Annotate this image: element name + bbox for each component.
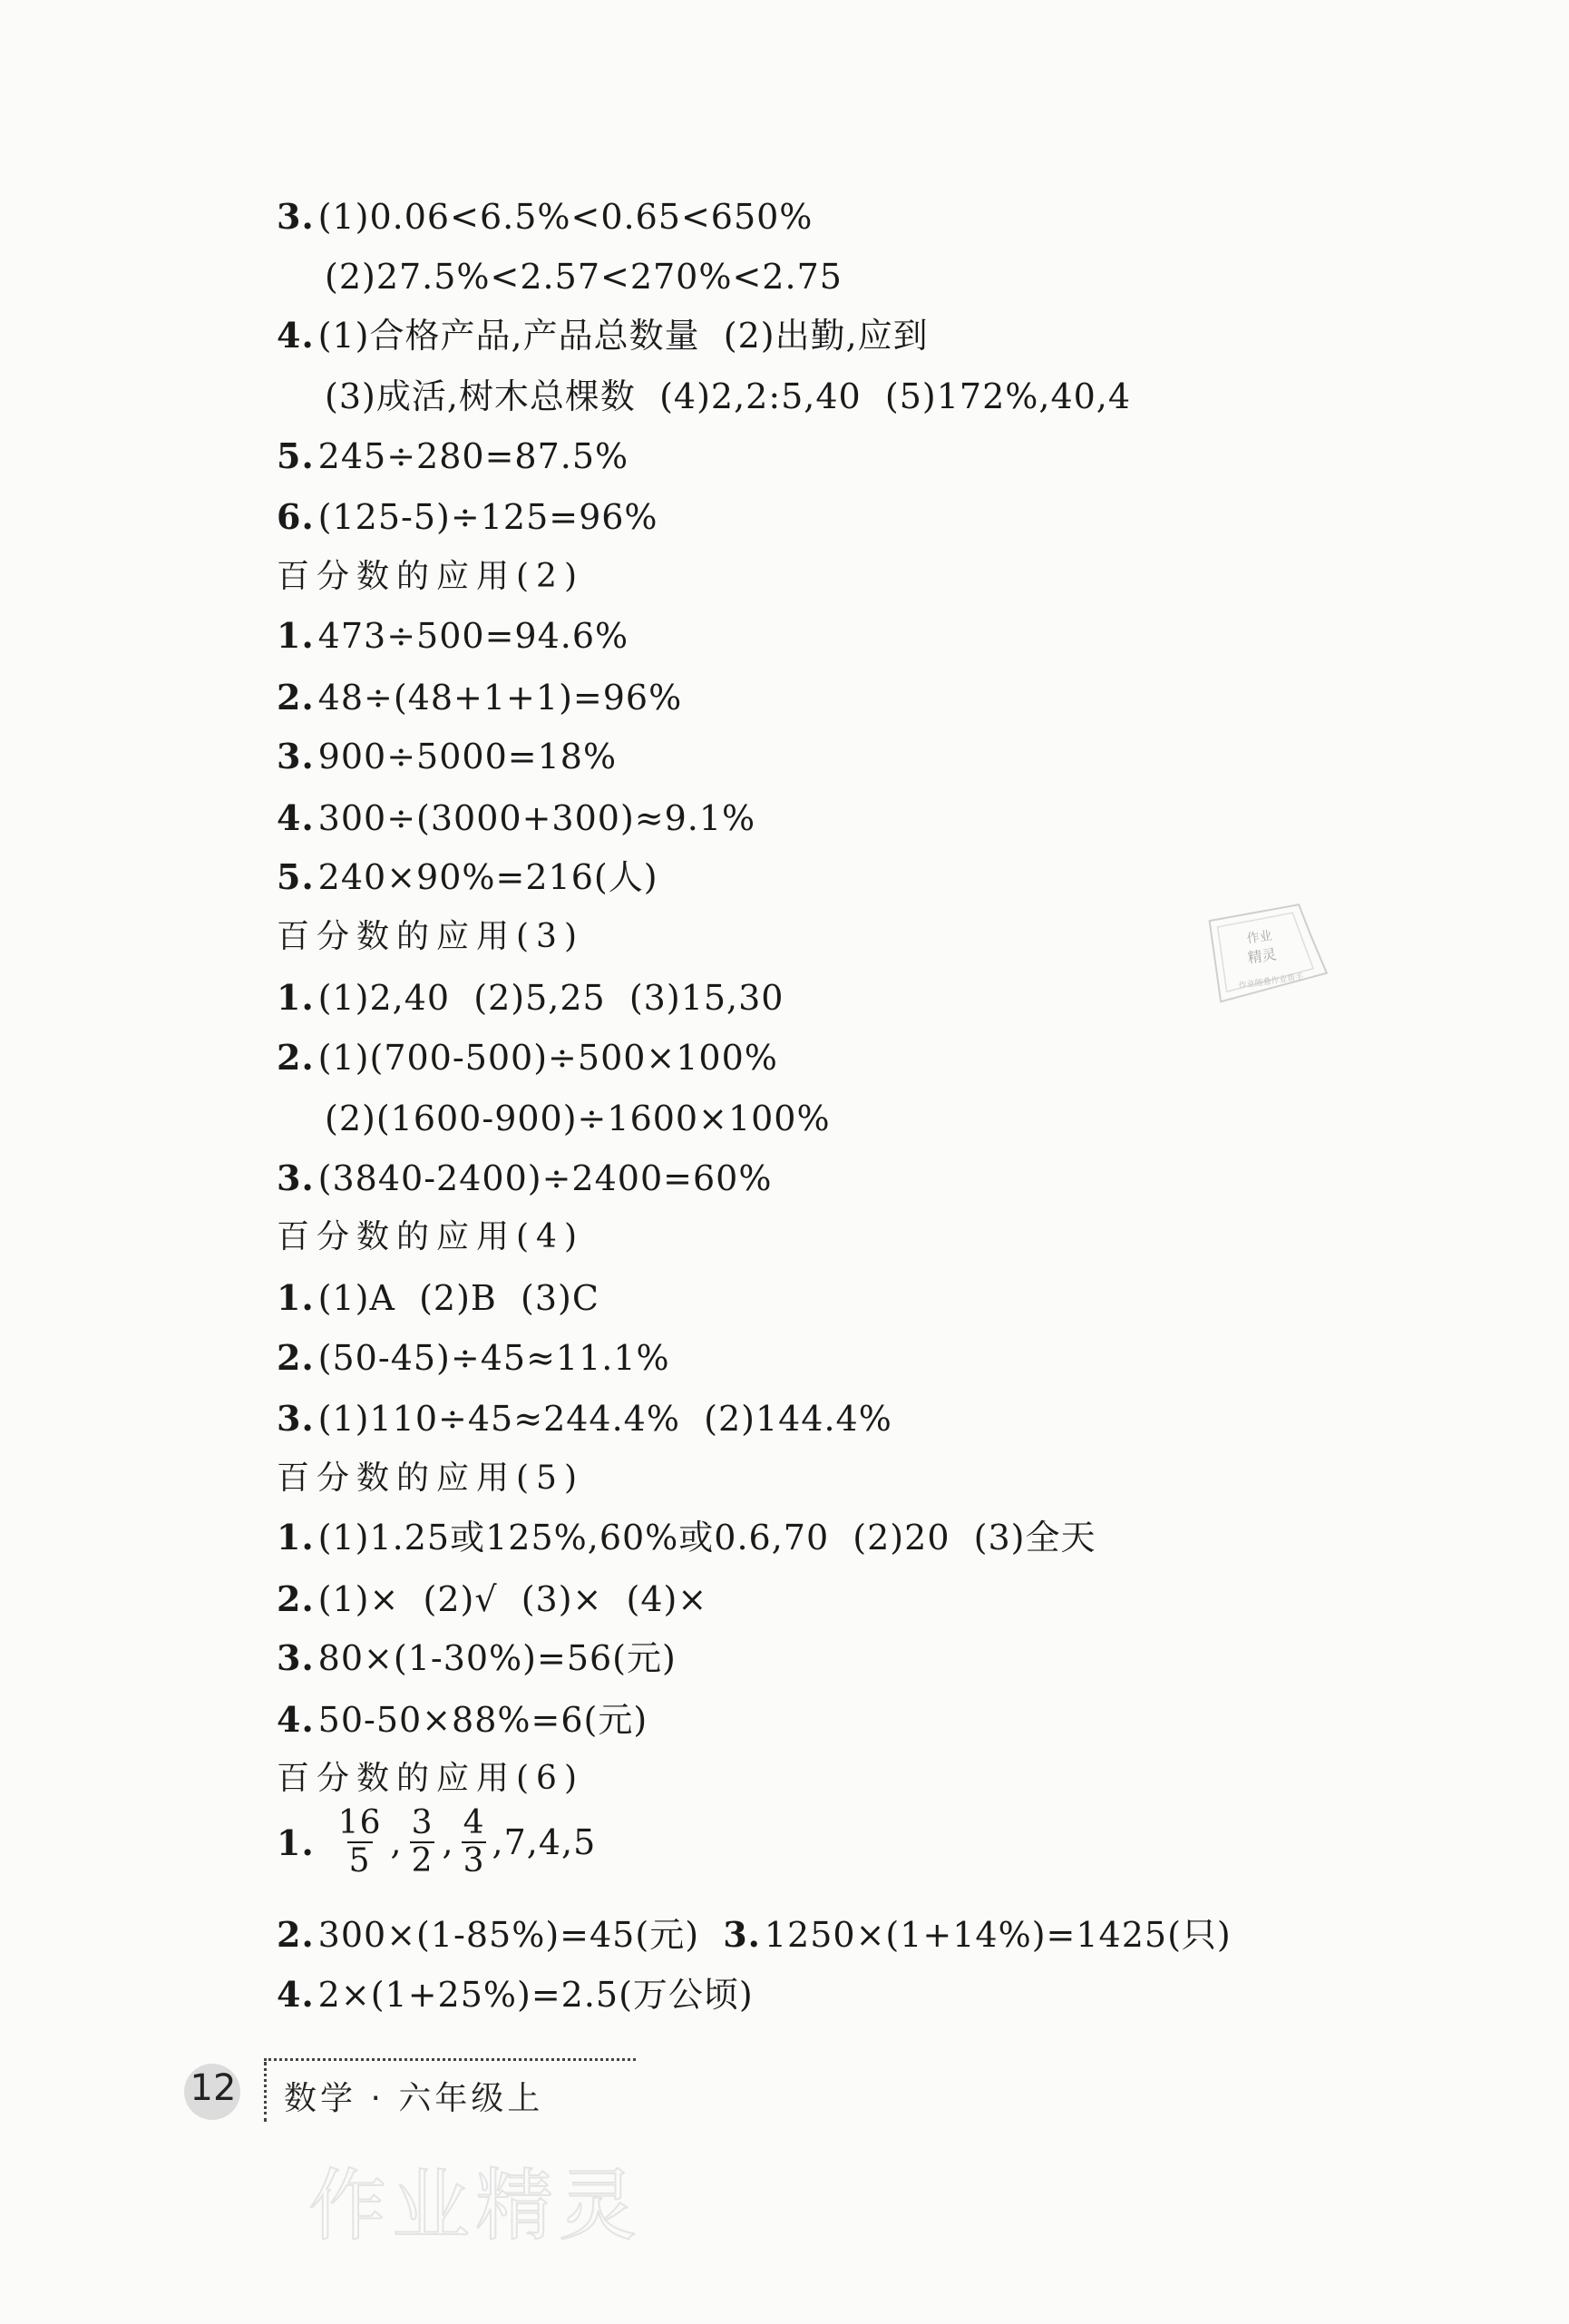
answer-line: (2)27.5%<2.57<270%<2.75 (325, 257, 843, 297)
section-heading: 百分数的应用(5) (277, 1460, 584, 1497)
section-heading: 百分数的应用(4) (277, 1218, 584, 1255)
numerator: 16 (337, 1804, 382, 1841)
answer-line: 3. 900÷5000=18% (277, 736, 618, 776)
answer-line: 4. 300÷(3000+300)≈9.1% (277, 797, 756, 838)
answer-line: (2)(1600-900)÷1600×100% (325, 1099, 831, 1138)
numerator: 3 (411, 1804, 434, 1841)
answer-line: 5. 245÷280=87.5% (277, 435, 629, 476)
denominator: 5 (348, 1842, 371, 1880)
fraction-answer-line: 1. $\frac{16}{5}$ , $\frac{3}{2}$ , $\frac{4}{3}$ ,7,4,5 (277, 1804, 597, 1880)
book-title: 数学 · 六年级上 (284, 2080, 544, 2117)
numerator: 4 (463, 1804, 485, 1841)
answer-line: 3. (1)0.06<6.5%<0.65<650% (277, 196, 814, 237)
answer-line: 1. (1)A (2)B (3)C (277, 1277, 599, 1318)
section-heading: 百分数的应用(3) (277, 918, 584, 955)
page-number: 12 (190, 2067, 237, 2109)
answer-line: 2. (1)(700-500)÷500×100% (277, 1037, 778, 1078)
question-number: 1. (277, 1821, 315, 1863)
footer-divider (264, 2058, 636, 2061)
fraction (336, 1805, 384, 1880)
footer-divider (264, 2062, 267, 2122)
section-heading: 百分数的应用(2) (277, 558, 584, 595)
section-heading: 百分数的应用(6) (277, 1760, 584, 1797)
answer-line: 4. 50-50×88%=6(元) (277, 1699, 648, 1740)
answer-line: 1. 473÷500=94.6% (277, 615, 629, 656)
answer-line: 2. (50-45)÷45≈11.1% (277, 1337, 670, 1378)
answer-line: 3. 80×(1-30%)=56(元) (277, 1637, 677, 1678)
answer-line: 3. (3840-2400)÷2400=60% (277, 1157, 773, 1198)
fraction (462, 1805, 487, 1880)
answer-line: (3)成活,树木总棵数 (4)2,2:5,40 (5)172%,40,4 (325, 376, 1132, 416)
answer-line: 5. 240×90%=216(人) (277, 856, 658, 897)
answer-line: 2. 300×(1-85%)=45(元) 3. 1250×(1+14%)=1425(只) (277, 1914, 1232, 1955)
answer-line: 4. 2×(1+25%)=2.5(万公顷) (277, 1974, 754, 2015)
svg-text:作业随叠作业帮手: 作业随叠作业帮手 (1238, 972, 1304, 991)
answer-line: 1. (1)2,40 (2)5,25 (3)15,30 (277, 977, 784, 1018)
answer-line: 4. (1)合格产品,产品总数量 (2)出勤,应到 (277, 315, 929, 356)
page-footer (177, 2053, 558, 2125)
answer-line: 1. (1)1.25或125%,60%或0.6,70 (2)20 (3)全天 (277, 1517, 1096, 1557)
answer-line: 2. (1)× (2)√ (3)× (4)× (277, 1578, 708, 1619)
watermark-stamp (1190, 895, 1340, 1022)
fraction-tail: ,7,4,5 (492, 1822, 597, 1862)
svg-text:作业: 作业 (1245, 928, 1273, 947)
svg-text:精灵: 精灵 (1246, 945, 1278, 967)
denominator: 3 (463, 1842, 485, 1880)
denominator: 2 (411, 1842, 434, 1880)
answer-line: 2. 48÷(48+1+1)=96% (277, 677, 683, 718)
watermark-text: 作业精灵 (308, 2161, 642, 2251)
fraction (410, 1805, 435, 1880)
answer-line: 3. (1)110÷45≈244.4% (2)144.4% (277, 1398, 892, 1439)
answer-line: 6. (125-5)÷125=96% (277, 496, 658, 537)
